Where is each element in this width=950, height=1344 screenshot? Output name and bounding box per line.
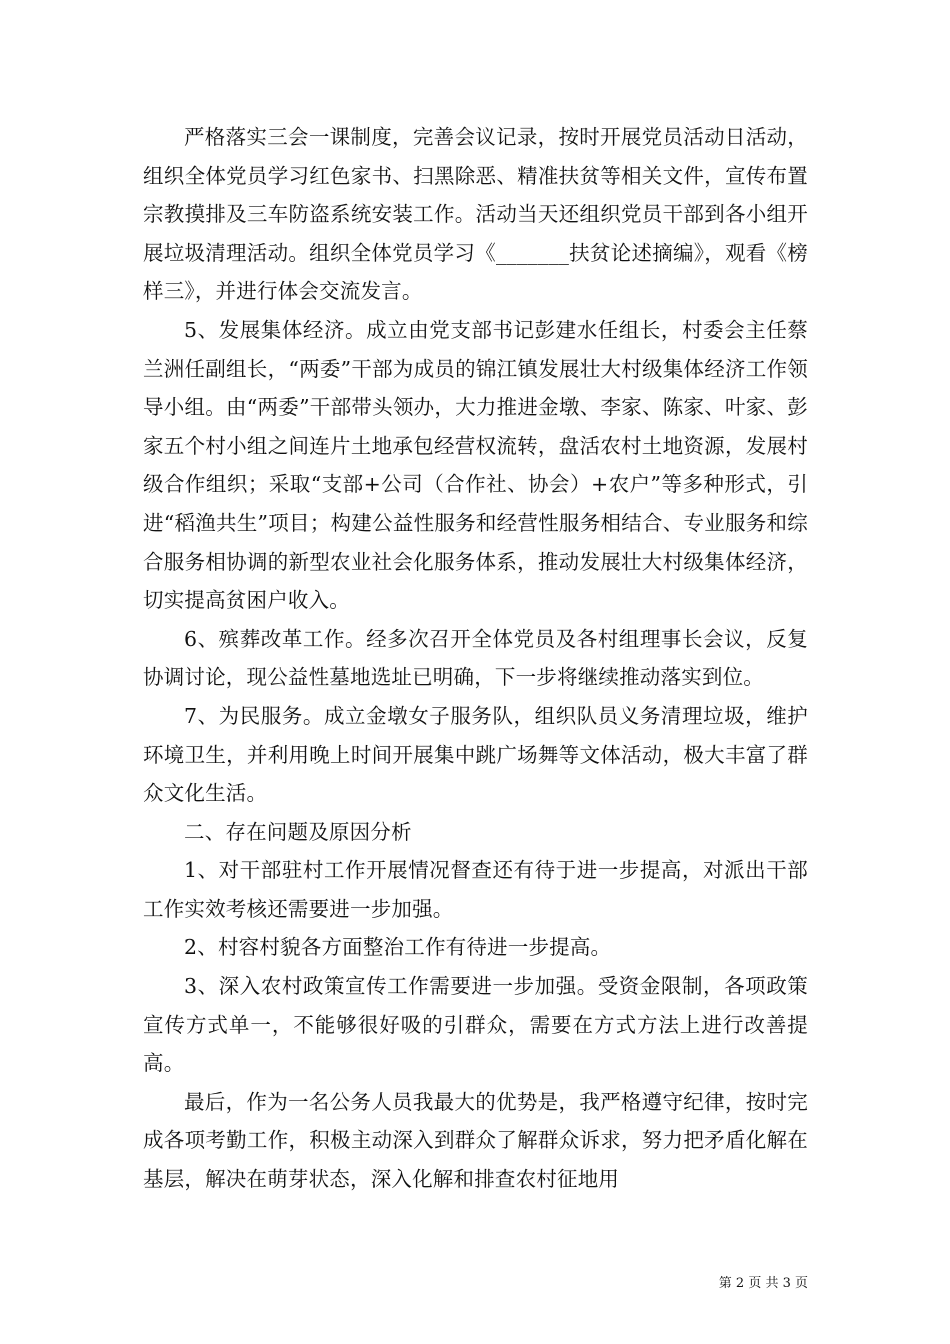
paragraph-collective-economy: 5、发展集体经济。成立由党支部书记彭建水任组长，村委会主任蔡兰洲任副组长，“两委”干部为成员的锦江镇发展壮大村级集体经济工作领导小组。由“两委”干部带头领办，大力推进金墩、李家、陈家、叶家、彭家五个村小组之间连片土地承包经营权流转，盘活农村土地资源，发展村级合作组织；采取“支部+公司（合作社、协会）+农户”等多种形式，引进“稻渔共生”项目；构建公益性服务和经营性服务相结合、专业服务和综合服务相协调的新型农业社会化服务体系，推动发展壮大村级集体经济，切实提高贫困户收入。 (143, 317, 808, 613)
document-body (143, 118, 808, 1199)
paragraph-public-service: 7、为民服务。成立金墩女子服务队，组织队员义务清理垃圾，维护环境卫生，并利用晚上时间开展集中跳广场舞等文体活动，极大丰富了群众文化生活。 (143, 703, 808, 806)
paragraph-problem-1: 1、对干部驻村工作开展情况督查还有待于进一步提高，对派出干部工作实效考核还需要进一步加强。 (143, 858, 808, 921)
paragraph-conclusion: 最后，作为一名公务人员我最大的优势是，我严格遵守纪律，按时完成各项考勤工作，积极主动深入到群众了解群众诉求，努力把矛盾化解在基层，解决在萌芽状态，深入化解和排查农村征地用 (143, 1089, 808, 1192)
paragraph-party-activities: 严格落实三会一课制度，完善会议记录，按时开展党员活动日活动，组织全体党员学习红色家书、扫黑除恶、精准扶贫等相关文件，宣传布置宗教摸排及三车防盗系统安装工作。活动当天还组织党员干部到各小组开展垃圾清理活动。组织全体党员学习《_______扶贫论述摘编》，观看《榜样三》，并进行体会交流发言。 (143, 125, 808, 304)
paragraph-funeral-reform: 6、殡葬改革工作。经多次召开全体党员及各村组理事长会议，反复协调讨论，现公益性墓地选址已明确，下一步将继续推动落实到位。 (143, 626, 808, 690)
page-number: 第 2 页 共 3 页 (718, 1276, 808, 1291)
paragraph-problem-2: 2、村容村貌各方面整治工作有待进一步提高。 (184, 935, 612, 960)
paragraph-problem-3: 3、深入农村政策宣传工作需要进一步加强。受资金限制，各项政策宣传方式单一，不能够很好吸的引群众，需要在方式方法上进行改善提高。 (143, 974, 808, 1076)
section-heading-problems: 二、存在问题及原因分析 (184, 819, 412, 844)
